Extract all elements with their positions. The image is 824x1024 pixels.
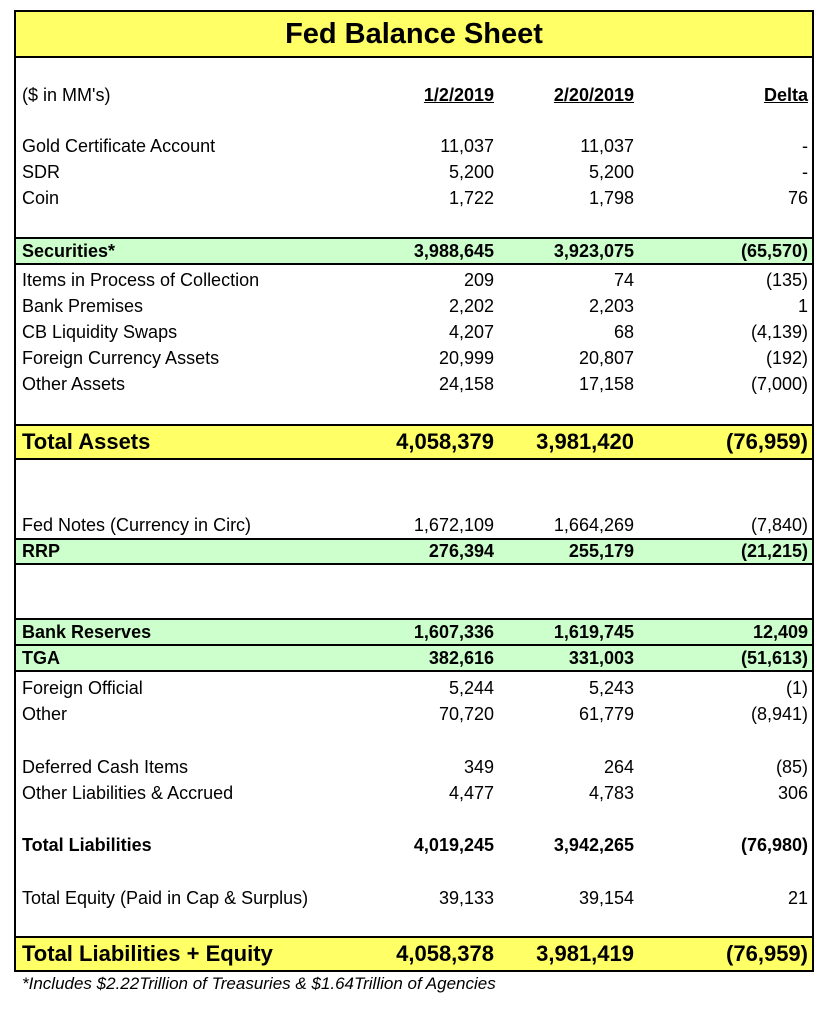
row-label: Coin xyxy=(22,188,60,208)
title-band xyxy=(16,10,812,58)
row-label: SDR xyxy=(22,162,61,182)
row-value-1: 5,200 xyxy=(448,162,494,182)
row-value-1: 382,616 xyxy=(428,648,494,668)
row-value-2: 11,037 xyxy=(580,136,634,156)
row-delta: - xyxy=(802,162,808,182)
balance-sheet xyxy=(14,10,814,972)
row-value-2: 74 xyxy=(613,270,634,290)
page-title: Fed Balance Sheet xyxy=(285,18,543,50)
row-value-2: 331,003 xyxy=(568,648,634,668)
row-value-1: 2,202 xyxy=(448,296,494,316)
table-row xyxy=(16,267,812,293)
row-value-2: 5,243 xyxy=(588,678,634,698)
row-value-2: 3,923,075 xyxy=(553,241,634,261)
row-value-1: 70,720 xyxy=(438,704,494,724)
row-value-1: 209 xyxy=(463,270,494,290)
row-delta: (76,959) xyxy=(726,429,808,454)
header-row xyxy=(16,82,812,108)
row-delta: 306 xyxy=(777,783,808,803)
footnote: *Includes $2.22Trillion of Treasuries & $1.64Trillion of Agencies xyxy=(22,974,496,993)
row-label: Other xyxy=(22,704,68,724)
row-value-2: 1,664,269 xyxy=(553,515,634,535)
row-label: Total Liabilities xyxy=(22,835,152,855)
row-label: RRP xyxy=(22,541,61,561)
row-value-1: 24,158 xyxy=(438,374,494,394)
row-delta: (192) xyxy=(765,348,808,368)
row-label: Total Assets xyxy=(22,429,151,454)
table-row xyxy=(16,512,812,538)
row-value-2: 68 xyxy=(613,322,634,342)
row-value-2: 264 xyxy=(603,757,634,777)
table-row-total-assets xyxy=(16,429,812,455)
table-row-rrp xyxy=(16,538,812,564)
table-row-total-liabilities xyxy=(16,832,812,858)
table-row xyxy=(16,293,812,319)
row-value-1: 39,133 xyxy=(438,888,494,908)
row-label: Foreign Official xyxy=(22,678,143,698)
row-delta: 1 xyxy=(797,296,808,316)
row-value-2: 1,798 xyxy=(588,188,634,208)
row-value-2: 255,179 xyxy=(568,541,634,561)
row-value-1: 276,394 xyxy=(428,541,494,561)
row-value-1: 1,722 xyxy=(448,188,494,208)
col-header-1: 1/2/2019 xyxy=(423,85,494,105)
row-value-1: 4,058,378 xyxy=(396,941,494,966)
row-delta: (76,980) xyxy=(740,835,808,855)
row-label: Bank Premises xyxy=(22,296,144,316)
row-delta: (65,570) xyxy=(740,241,808,261)
row-label: Other Liabilities & Accrued xyxy=(22,783,234,803)
row-value-2: 1,619,745 xyxy=(553,622,634,642)
row-label: Bank Reserves xyxy=(22,622,152,642)
row-label: TGA xyxy=(22,648,60,668)
row-value-1: 4,207 xyxy=(448,322,494,342)
units-label: ($ in MM's) xyxy=(22,85,111,105)
row-delta: (51,613) xyxy=(740,648,808,668)
row-label: Foreign Currency Assets xyxy=(22,348,220,368)
row-label: Fed Notes (Currency in Circ) xyxy=(22,515,252,535)
row-delta: 21 xyxy=(787,888,808,908)
row-value-1: 11,037 xyxy=(440,136,494,156)
row-value-2: 3,942,265 xyxy=(553,835,634,855)
row-delta: (135) xyxy=(765,270,808,290)
row-delta: (4,139) xyxy=(750,322,808,342)
col-header-2: 2/20/2019 xyxy=(553,85,634,105)
table-row-total-liabilities-equity xyxy=(16,941,812,967)
row-value-1: 349 xyxy=(463,757,494,777)
row-value-1: 1,672,109 xyxy=(413,515,494,535)
row-value-2: 3,981,420 xyxy=(536,429,634,454)
row-value-1: 4,058,379 xyxy=(396,429,494,454)
row-value-1: 4,477 xyxy=(448,783,494,803)
row-delta: (1) xyxy=(786,678,808,698)
row-value-2: 3,981,419 xyxy=(536,941,634,966)
row-value-1: 4,019,245 xyxy=(413,835,494,855)
row-label: Total Liabilities + Equity xyxy=(22,941,273,966)
table-row xyxy=(16,345,812,371)
row-value-1: 3,988,645 xyxy=(413,241,494,261)
row-label: Deferred Cash Items xyxy=(22,757,189,777)
row-value-1: 20,999 xyxy=(438,348,494,368)
row-delta: 12,409 xyxy=(752,622,808,642)
row-delta: (7,840) xyxy=(750,515,808,535)
row-label: Items in Process of Collection xyxy=(22,270,260,290)
row-value-2: 4,783 xyxy=(588,783,634,803)
row-value-2: 39,154 xyxy=(578,888,634,908)
row-delta: (7,000) xyxy=(750,374,808,394)
row-value-1: 5,244 xyxy=(448,678,494,698)
row-value-2: 20,807 xyxy=(578,348,634,368)
table-row xyxy=(16,185,812,211)
table-row xyxy=(16,159,812,185)
row-delta: (85) xyxy=(775,757,808,777)
table-row-bank-reserves xyxy=(16,619,812,645)
row-label: Total Equity (Paid in Cap & Surplus) xyxy=(22,888,309,908)
table-row-tga xyxy=(16,645,812,671)
row-delta: (76,959) xyxy=(726,941,808,966)
row-delta: - xyxy=(802,136,808,156)
table-row xyxy=(16,885,812,911)
col-header-delta: Delta xyxy=(763,85,808,105)
row-delta: (8,941) xyxy=(750,704,808,724)
table-row xyxy=(16,780,812,806)
row-value-2: 61,779 xyxy=(578,704,634,724)
row-value-2: 5,200 xyxy=(588,162,634,182)
row-label: CB Liquidity Swaps xyxy=(22,322,178,342)
row-value-2: 17,158 xyxy=(578,374,634,394)
row-label: Gold Certificate Account xyxy=(22,136,216,156)
table-row xyxy=(16,754,812,780)
table-row xyxy=(16,371,812,397)
row-label: Securities* xyxy=(22,241,116,261)
row-value-1: 1,607,336 xyxy=(413,622,494,642)
row-delta: 76 xyxy=(787,188,808,208)
row-value-2: 2,203 xyxy=(588,296,634,316)
table-row xyxy=(16,319,812,345)
row-delta: (21,215) xyxy=(740,541,808,561)
row-label: Other Assets xyxy=(22,374,126,394)
table-row xyxy=(16,701,812,727)
table-row-securities xyxy=(16,238,812,264)
table-row xyxy=(16,133,812,159)
table-row xyxy=(16,675,812,701)
